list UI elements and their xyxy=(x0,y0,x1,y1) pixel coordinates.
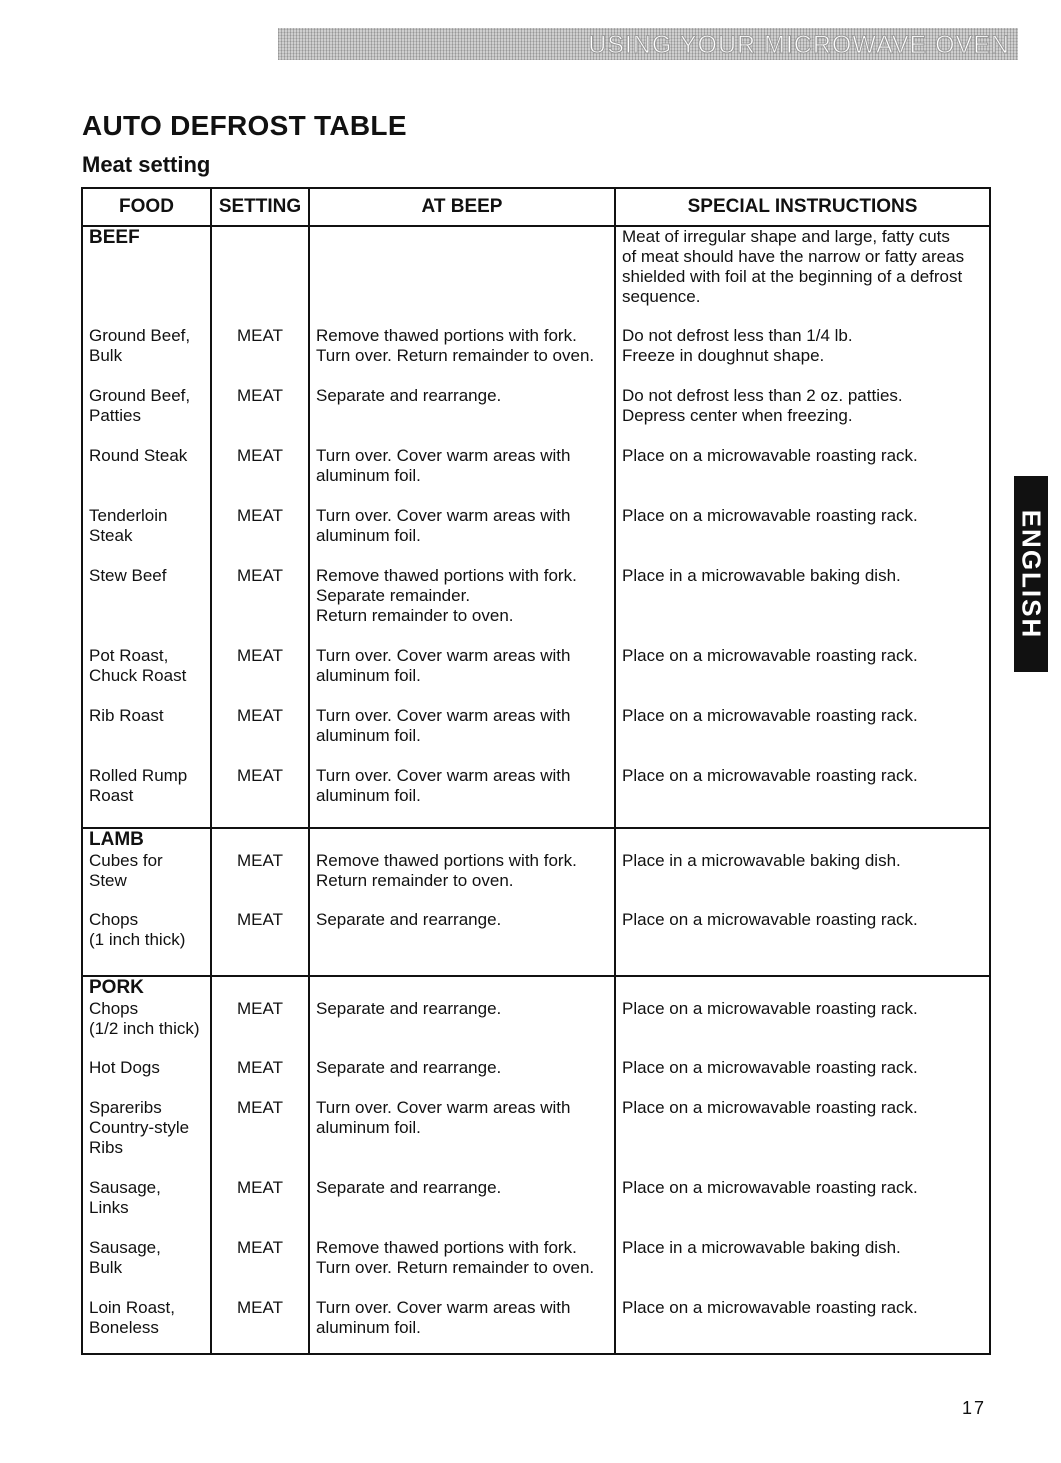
category-label: PORK xyxy=(89,977,144,998)
setting-cell xyxy=(211,1298,309,1354)
food-name: Pot Roast, Chuck Roast xyxy=(89,646,187,685)
setting-cell xyxy=(211,386,309,446)
food-name: Chops (1 inch thick) xyxy=(89,910,186,949)
column-header-setting: SETTING xyxy=(211,188,309,226)
special-instructions-cell xyxy=(615,766,990,828)
at-beep-text: Separate and rearrange. xyxy=(316,1178,502,1197)
setting-cell xyxy=(211,1098,309,1178)
column-header-food: FOOD xyxy=(82,188,211,226)
special-instructions-cell xyxy=(615,326,990,386)
special-instructions-text: Do not defrost less than 1/4 lb. Freeze in doughnut shape. xyxy=(622,326,853,365)
special-instructions-text: Place on a microwavable roasting rack. xyxy=(622,446,918,465)
category-intro xyxy=(615,226,990,326)
at-beep-text: Remove thawed portions with fork. Turn over. Return remainder to oven. xyxy=(316,1238,595,1277)
at-beep-cell xyxy=(309,646,615,706)
at-beep-text: Separate and rearrange. xyxy=(316,910,502,929)
table-row xyxy=(82,326,990,386)
category-label: LAMB xyxy=(89,829,144,850)
special-instructions-text: Place on a microwavable roasting rack. xyxy=(622,999,918,1018)
at-beep-text: Turn over. Cover warm areas with aluminum foil. xyxy=(316,646,571,685)
special-instructions-text: Do not defrost less than 2 oz. patties. Depress center when freezing. xyxy=(622,386,903,425)
special-instructions-cell xyxy=(615,706,990,766)
table-row xyxy=(82,1178,990,1238)
special-instructions-cell xyxy=(615,1098,990,1178)
special-instructions-cell xyxy=(615,566,990,646)
food-name: Stew Beef xyxy=(89,566,167,585)
food-cell xyxy=(82,566,211,646)
food-name: Ground Beef, Bulk xyxy=(89,326,191,365)
page-subtitle: Meat setting xyxy=(82,152,211,177)
at-beep-cell xyxy=(309,386,615,446)
setting-value: MEAT xyxy=(237,566,283,585)
food-cell xyxy=(82,326,211,386)
special-instructions-cell xyxy=(615,646,990,706)
special-instructions-text: Place in a microwavable baking dish. xyxy=(622,566,901,585)
at-beep-cell xyxy=(309,910,615,976)
at-beep-text: Turn over. Cover warm areas with aluminum foil. xyxy=(316,766,571,805)
food-name: Loin Roast, Boneless xyxy=(89,1298,175,1337)
setting-value: MEAT xyxy=(237,1098,283,1117)
at-beep-cell xyxy=(309,1098,615,1178)
setting-cell xyxy=(211,706,309,766)
category-row xyxy=(82,226,990,326)
category-cell xyxy=(82,226,211,326)
food-cell xyxy=(82,828,211,910)
at-beep-text: Turn over. Cover warm areas with aluminum foil. xyxy=(316,446,571,485)
special-instructions-text: Place on a microwavable roasting rack. xyxy=(622,506,918,525)
food-name: Hot Dogs xyxy=(89,1058,160,1077)
table-row xyxy=(82,910,990,976)
special-instructions-text: Place on a microwavable roasting rack. xyxy=(622,1298,918,1317)
at-beep-text: Separate and rearrange. xyxy=(316,999,502,1018)
special-instructions-cell xyxy=(615,976,990,1058)
food-cell xyxy=(82,1178,211,1238)
setting-value: MEAT xyxy=(237,766,283,785)
food-name: Sausage, Links xyxy=(89,1178,161,1217)
special-instructions-cell xyxy=(615,828,990,910)
special-instructions-cell xyxy=(615,1238,990,1298)
food-name: Round Steak xyxy=(89,446,188,465)
table-row xyxy=(82,1058,990,1098)
setting-value: MEAT xyxy=(237,326,283,345)
setting-cell xyxy=(211,566,309,646)
at-beep-cell xyxy=(309,1298,615,1354)
section-header-title: USING YOUR MICROWAVE OVEN xyxy=(588,31,1010,59)
setting-cell xyxy=(211,1178,309,1238)
food-cell xyxy=(82,646,211,706)
setting-cell xyxy=(211,1058,309,1098)
special-instructions-text: Place on a microwavable roasting rack. xyxy=(622,646,918,665)
table-row xyxy=(82,506,990,566)
setting-value: MEAT xyxy=(237,706,283,725)
setting-value: MEAT xyxy=(237,910,283,929)
table-row xyxy=(82,566,990,646)
special-instructions-text: Place on a microwavable roasting rack. xyxy=(622,766,918,785)
table-row xyxy=(82,1098,990,1178)
food-name: Cubes for Stew xyxy=(89,851,163,890)
food-cell xyxy=(82,1298,211,1354)
column-header-special-instructions: SPECIAL INSTRUCTIONS xyxy=(615,188,990,226)
at-beep-cell xyxy=(309,706,615,766)
special-instructions-text: Place in a microwavable baking dish. xyxy=(622,1238,901,1257)
column-header-at-beep: AT BEEP xyxy=(309,188,615,226)
at-beep-cell xyxy=(309,1058,615,1098)
special-instructions-text: Place on a microwavable roasting rack. xyxy=(622,1098,918,1117)
setting-value: MEAT xyxy=(237,1178,283,1197)
special-instructions-text: Place on a microwavable roasting rack. xyxy=(622,706,918,725)
setting-value: MEAT xyxy=(237,1298,283,1317)
at-beep-cell xyxy=(309,1238,615,1298)
table-row xyxy=(82,706,990,766)
setting-cell xyxy=(211,326,309,386)
special-instructions-text: Place on a microwavable roasting rack. xyxy=(622,1178,918,1197)
at-beep-text: Turn over. Cover warm areas with aluminum foil. xyxy=(316,1098,571,1137)
food-name: Ground Beef, Patties xyxy=(89,386,191,425)
setting-cell xyxy=(211,506,309,566)
food-name: Rolled Rump Roast xyxy=(89,766,188,805)
at-beep-text: Remove thawed portions with fork. Separate remainder. Return remainder to oven. xyxy=(316,566,577,625)
at-beep-cell xyxy=(309,446,615,506)
setting-cell xyxy=(211,766,309,828)
special-instructions-cell xyxy=(615,1298,990,1354)
at-beep-cell xyxy=(309,506,615,566)
setting-value: MEAT xyxy=(237,446,283,465)
setting-value: MEAT xyxy=(237,386,283,405)
table-row xyxy=(82,446,990,506)
special-instructions-text: Place in a microwavable baking dish. xyxy=(622,851,901,870)
at-beep-cell xyxy=(309,566,615,646)
food-name: Rib Roast xyxy=(89,706,164,725)
special-instructions-cell xyxy=(615,386,990,446)
food-cell xyxy=(82,706,211,766)
at-beep-text: Remove thawed portions with fork. Return remainder to oven. xyxy=(316,851,577,890)
table-header-row xyxy=(82,188,990,226)
auto-defrost-table xyxy=(81,187,991,1355)
at-beep-text: Separate and rearrange. xyxy=(316,386,502,405)
food-cell xyxy=(82,1238,211,1298)
at-beep-text: Turn over. Cover warm areas with aluminum foil. xyxy=(316,1298,571,1337)
food-cell xyxy=(82,1058,211,1098)
special-instructions-cell xyxy=(615,1178,990,1238)
setting-cell xyxy=(211,828,309,910)
table-row xyxy=(82,1238,990,1298)
special-instructions-text: Place on a microwavable roasting rack. xyxy=(622,910,918,929)
at-beep-cell xyxy=(309,828,615,910)
special-instructions-cell xyxy=(615,446,990,506)
setting-value: MEAT xyxy=(237,999,283,1018)
setting-value: MEAT xyxy=(237,1058,283,1077)
table-row xyxy=(82,646,990,706)
food-name: Chops (1/2 inch thick) xyxy=(89,999,200,1038)
at-beep-text: Remove thawed portions with fork. Turn over. Return remainder to oven. xyxy=(316,326,595,365)
table-row xyxy=(82,1298,990,1354)
special-instructions-cell xyxy=(615,910,990,976)
setting-cell xyxy=(211,446,309,506)
setting-cell xyxy=(211,646,309,706)
language-side-tab xyxy=(1014,476,1048,672)
language-side-tab-label: ENGLISH xyxy=(1016,509,1047,639)
special-instructions-text: Place on a microwavable roasting rack. xyxy=(622,1058,918,1077)
page-title: AUTO DEFROST TABLE xyxy=(82,110,407,141)
setting-cell xyxy=(211,910,309,976)
setting-value: MEAT xyxy=(237,506,283,525)
at-beep-cell xyxy=(309,326,615,386)
setting-value: MEAT xyxy=(237,851,283,870)
food-name: Tenderloin Steak xyxy=(89,506,168,545)
table-row xyxy=(82,828,990,910)
food-cell xyxy=(82,386,211,446)
table-row xyxy=(82,976,990,1058)
food-name: Sausage, Bulk xyxy=(89,1238,161,1277)
setting-value: MEAT xyxy=(237,646,283,665)
food-cell xyxy=(82,446,211,506)
at-beep-text: Turn over. Cover warm areas with aluminum foil. xyxy=(316,506,571,545)
at-beep-cell xyxy=(309,1178,615,1238)
at-beep-cell xyxy=(309,766,615,828)
section-header-bar xyxy=(278,28,1018,60)
table-row xyxy=(82,386,990,446)
table-row xyxy=(82,766,990,828)
food-cell xyxy=(82,1098,211,1178)
food-cell xyxy=(82,976,211,1058)
setting-cell xyxy=(211,1238,309,1298)
food-cell xyxy=(82,506,211,566)
food-name: Spareribs Country-style Ribs xyxy=(89,1098,190,1157)
at-beep-text: Separate and rearrange. xyxy=(316,1058,502,1077)
food-cell xyxy=(82,766,211,828)
food-cell xyxy=(82,910,211,976)
setting-value: MEAT xyxy=(237,1238,283,1257)
at-beep-cell xyxy=(309,976,615,1058)
special-instructions-cell xyxy=(615,1058,990,1098)
page-number: 17 xyxy=(962,1398,987,1418)
category-label: BEEF xyxy=(89,227,140,248)
at-beep-text: Turn over. Cover warm areas with aluminum foil. xyxy=(316,706,571,745)
category-intro-text: Meat of irregular shape and large, fatty cuts of meat should have the narrow or fatty areas shielded with foil at the beginning of a defrost sequence. xyxy=(622,227,965,306)
special-instructions-cell xyxy=(615,506,990,566)
setting-cell xyxy=(211,976,309,1058)
